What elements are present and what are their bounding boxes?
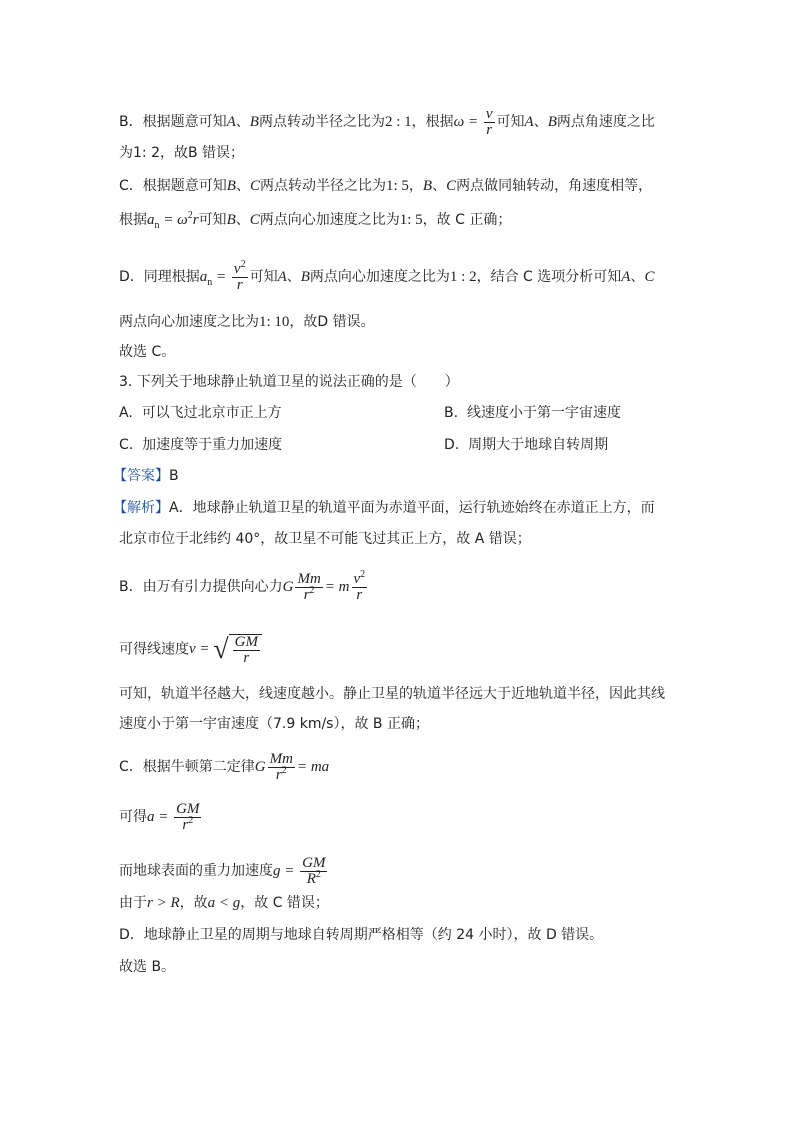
formula-an-v: $a_n$ = $\frac{v^2}{r}$ (199, 259, 246, 293)
text: 由于 (119, 895, 147, 911)
solution-conclusion: 故选 C。 (119, 344, 176, 360)
analysis-conclusion: 故选 B。 (119, 959, 176, 975)
formula-velocity: v = √ $\frac{GM}{r}$ (189, 641, 262, 657)
formula-an-omega: $a_n = \omega^2r$ (147, 210, 199, 231)
formula-newton: G $\frac{Mm}{r^2}$ = ma (254, 751, 330, 783)
text: ，故 C 错误； (240, 895, 329, 911)
text: 两点转动半径之比为 (259, 178, 386, 194)
option-b (444, 403, 621, 423)
text: B．由万有引力提供向心力 (119, 578, 283, 595)
text: ，故D 错误。 (289, 314, 375, 330)
solution-b-line-1: B．根据题意可知A、B两点转动半径之比为2 : 1，根据ω = $\frac{v}{r}$ 可知A、B两点角速度之比 (119, 106, 655, 138)
solution-d-line-1: D．同理根据$a_n$ = $\frac{v^2}{r}$ 可知A、B两点向心加速度之比为1 : 2，结合 C 选项分析可知A、C (119, 259, 655, 293)
analysis-a-line-1 (113, 498, 655, 518)
text: C．根据题意可知 (119, 178, 227, 194)
analysis-a-line-2: 北京市位于北纬约 40°，故卫星不可能飞过其正上方，故 A 错误； (119, 531, 531, 547)
ratio: 1 : 2 (449, 268, 477, 285)
text: ，根据 (411, 113, 454, 130)
text: 可得 (119, 808, 147, 825)
ratio: 1: 10 (259, 314, 290, 330)
formula-gravity: G $\frac{Mm}{r^2}$ = m $\frac{v^2}{r}$ (282, 569, 366, 603)
text: 可知 (198, 212, 227, 228)
text: 可得线速度 (119, 641, 189, 658)
analysis-b-line-1 (119, 569, 369, 603)
math-b: B (249, 113, 259, 130)
ratio: 1: 5 (385, 178, 409, 194)
math-a: A (226, 113, 236, 130)
text: ，结合 C 选项分析可知 (476, 268, 622, 285)
analysis-tag: 【解析】 (113, 500, 169, 516)
text: 可知 (249, 268, 278, 285)
option-text: 可以飞过北京市正上方 (141, 405, 282, 421)
text: 两点转动半径之比为 (258, 113, 385, 130)
answer-line (113, 466, 179, 486)
text: 两点角速度之比 (556, 113, 655, 130)
solution-b-line-2 (119, 143, 244, 163)
analysis-b-line-2 (119, 634, 262, 666)
option-text: 加速度等于重力加速度 (142, 437, 283, 453)
text: ，故 (179, 895, 208, 911)
formula-omega: ω = $\frac{v}{r}$ (453, 106, 493, 138)
text: B．根据题意可知 (119, 113, 227, 130)
analysis-d-line-1: D．地球静止卫星的周期与地球自转周期严格相等（约 24 小时），故 D 错误。 (119, 927, 604, 943)
analysis-c-line-4: 由于r > R，故a < g，故 C 错误； (119, 895, 329, 911)
option-a (119, 403, 282, 423)
option-text: 周期大于地球自转周期 (468, 437, 609, 453)
text: 而地球表面的重力加速度 (119, 862, 273, 879)
analysis-b-line-3: 可知，轨道半径越大，线速度越小。静止卫星的轨道半径远大于近地轨道半径，因此其线 (119, 686, 665, 702)
text: D．同理根据 (119, 268, 200, 285)
text: 两点向心加速度之比为 (119, 314, 259, 330)
text: 为1: 2，故B 错误； (119, 145, 245, 161)
text: 根据 (119, 212, 147, 228)
answer-value: B (169, 468, 179, 484)
solution-d-line-2 (119, 312, 375, 332)
option-label: A. (119, 405, 133, 421)
option-label: C. (119, 437, 134, 453)
text: ，故 C 正确； (422, 212, 512, 228)
question-stem: 3. 下列关于地球静止轨道卫星的说法正确的是（ ） (119, 374, 459, 390)
ratio: 2 : 1 (384, 113, 412, 130)
text: A．地球静止轨道卫星的轨道平面为赤道平面，运行轨迹始终在赤道正上方，而 (169, 500, 655, 516)
solution-c-line-1: C．根据题意可知B、C两点转动半径之比为1: 5，B、C两点做同轴转动，角速度相等， (119, 178, 653, 194)
option-c (119, 435, 282, 455)
text: 两点做同轴转动，角速度相等， (456, 178, 653, 194)
formula-accel: a = $\frac{GM}{r^2}$ (147, 801, 200, 833)
formula-g: g = $\frac{GM}{R^2}$ (273, 855, 326, 887)
option-label: B. (444, 405, 459, 421)
analysis-c-line-2 (119, 802, 203, 833)
analysis-b-line-4: 速度小于第一宇宙速度（7.9 km/s），故 B 正确； (119, 716, 429, 732)
text: 两点向心加速度之比为 (309, 268, 450, 285)
solution-c-line-2: 根据$a_n = \omega^2r$可知B、C两点向心加速度之比为1: 5，故 C 正确； (119, 210, 512, 231)
analysis-c-line-3 (119, 856, 329, 887)
option-label: D. (444, 437, 460, 453)
text: C．根据牛顿第二定律 (119, 758, 255, 775)
option-d (444, 435, 608, 455)
text: 可知 (496, 113, 525, 130)
answer-tag: 【答案】 (113, 468, 169, 484)
text: 两点向心加速度之比为 (259, 212, 400, 228)
option-text: 线速度小于第一宇宙速度 (466, 405, 621, 421)
analysis-c-line-1 (119, 752, 329, 783)
